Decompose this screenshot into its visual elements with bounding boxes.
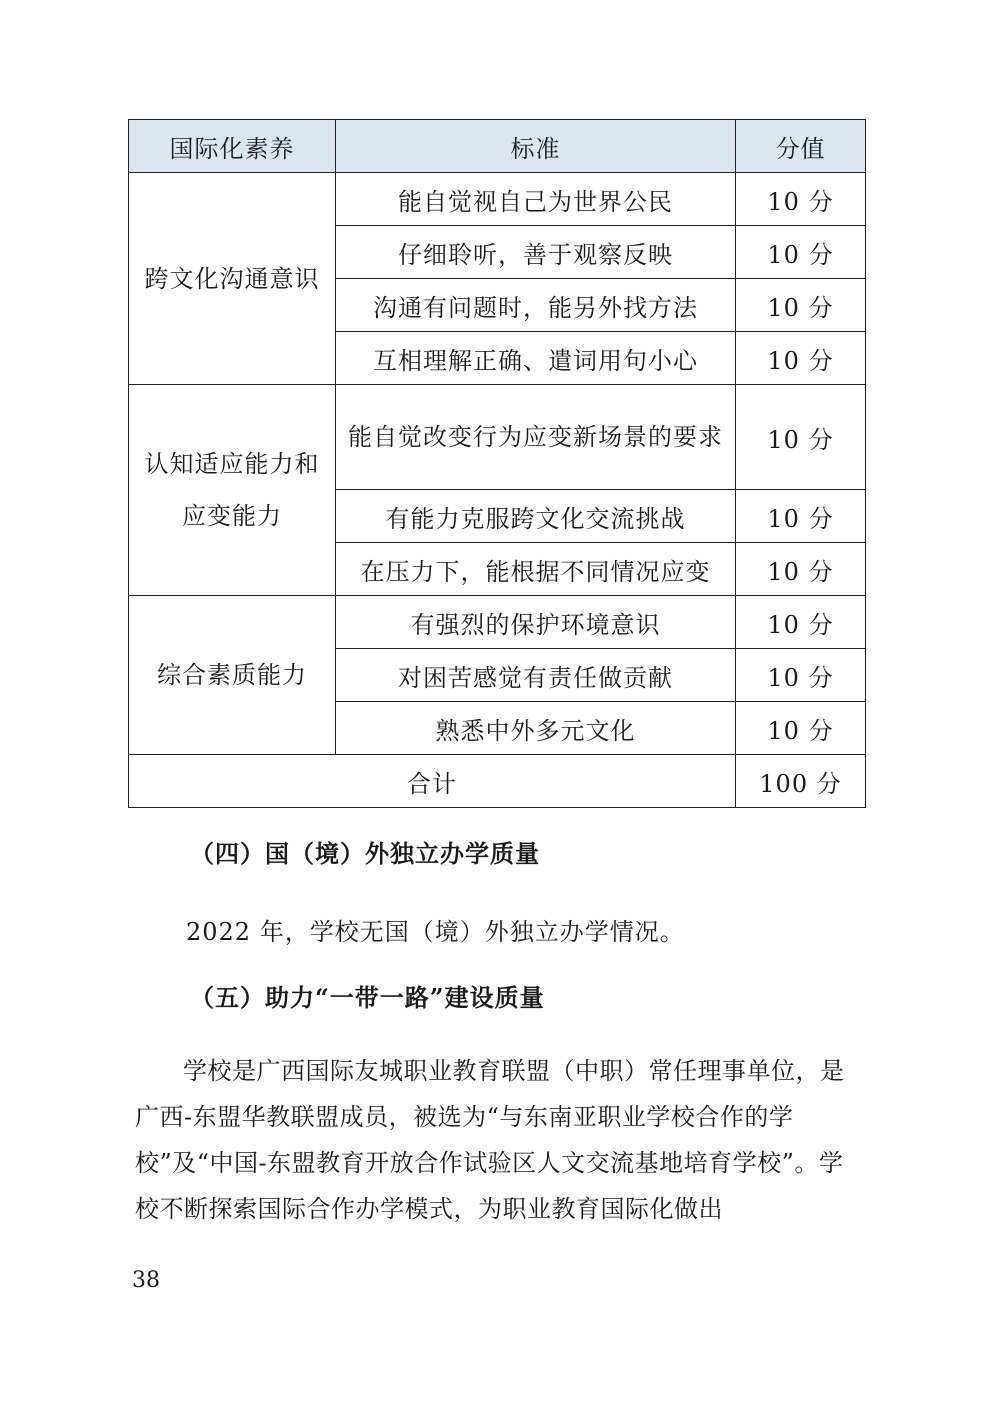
total-row <box>129 755 866 808</box>
score-cell: 10 分 <box>736 226 866 279</box>
score-cell: 10 分 <box>736 649 866 702</box>
standard-cell: 有能力克服跨文化交流挑战 <box>336 490 736 543</box>
standard-cell: 有强烈的保护环境意识 <box>336 596 736 649</box>
category-cell: 跨文化沟通意识 <box>129 173 336 385</box>
header-standard: 标准 <box>336 120 736 173</box>
score-cell: 10 分 <box>736 385 866 490</box>
standard-cell: 仔细聆听，善于观察反映 <box>336 226 736 279</box>
score-cell: 10 分 <box>736 173 866 226</box>
section-5-paragraph: 学校是广西国际友城职业教育联盟（中职）常任理事单位，是广西-东盟华教联盟成员，被选为“与东南亚职业学校合作的学校”及“中国-东盟教育开放合作试验区人文交流基地培育学校”。学校不断探索国际合作办学模式，为职业教育国际化做出 <box>135 1057 845 1223</box>
score-cell: 10 分 <box>736 490 866 543</box>
section-4-heading: （四）国（境）外独立办学质量 <box>190 839 540 868</box>
category-cell: 认知适应能力和应变能力 <box>129 385 336 596</box>
score-cell: 10 分 <box>736 279 866 332</box>
category-cell: 综合素质能力 <box>129 596 336 755</box>
standard-cell: 对困苦感觉有责任做贡献 <box>336 649 736 702</box>
section-4-text: 2022 年，学校无国（境）外独立办学情况。 <box>186 918 685 946</box>
table-row <box>129 596 866 649</box>
evaluation-table <box>128 119 866 808</box>
score-cell: 10 分 <box>736 543 866 596</box>
standard-cell: 熟悉中外多元文化 <box>336 702 736 755</box>
standard-cell: 互相理解正确、遣词用句小心 <box>336 332 736 385</box>
header-score: 分值 <box>736 120 866 173</box>
total-label: 合计 <box>129 755 736 808</box>
table-row <box>129 173 866 226</box>
header-literacy: 国际化素养 <box>129 120 336 173</box>
standard-cell: 能自觉视自己为世界公民 <box>336 173 736 226</box>
score-cell: 10 分 <box>736 596 866 649</box>
table-header-row <box>129 120 866 173</box>
section-5-heading: （五）助力“一带一路”建设质量 <box>190 983 545 1012</box>
score-cell: 10 分 <box>736 702 866 755</box>
standard-cell: 能自觉改变行为应变新场景的要求 <box>336 385 736 490</box>
score-cell: 10 分 <box>736 332 866 385</box>
standard-cell: 沟通有问题时，能另外找方法 <box>336 279 736 332</box>
total-score: 100 分 <box>736 755 866 808</box>
page-number: 38 <box>132 1268 160 1293</box>
standard-cell: 在压力下，能根据不同情况应变 <box>336 543 736 596</box>
table-row <box>129 385 866 490</box>
